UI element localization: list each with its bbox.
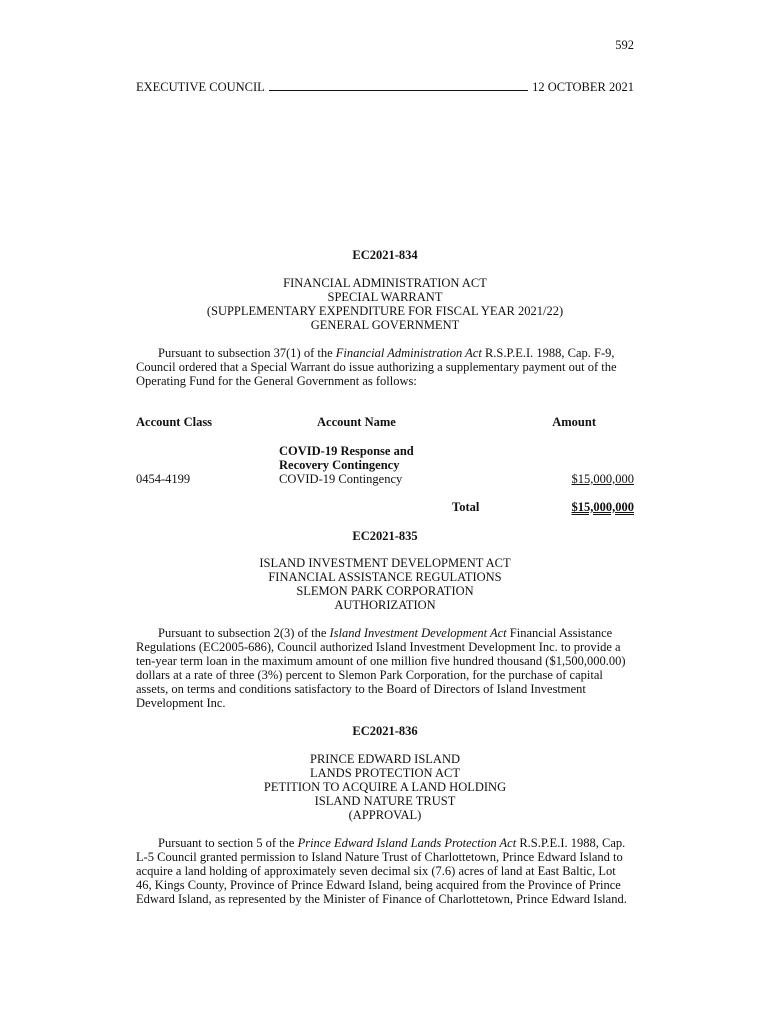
cell-amount: $15,000,000 [571, 472, 634, 486]
ec836-para-text: R.S.P.E.I. 1988, Cap. L-5 Council granted permission to Island Nature Trust of Charlottetown, Prince Edward Island to acquire a land holding of approximately seven decimal six (7.6) acres of land at East Baltic, Lot 46, Kings County, Province of Prince Edward Island, being acquired from the Province of Prince Edward Island, as represented by the Minister of Finance of Charlottetown, Prince Edward Island. [136, 836, 627, 906]
group-label-line: Recovery Contingency [279, 458, 400, 472]
header-amount: Amount [552, 415, 596, 429]
ec834-title-line: GENERAL GOVERNMENT [310, 318, 460, 332]
ec834-title [136, 276, 634, 332]
header-left: EXECUTIVE COUNCIL [136, 80, 265, 94]
ec835-title-line: FINANCIAL ASSISTANCE REGULATIONS [268, 570, 502, 584]
ec836-title-line: (APPROVAL) [348, 808, 422, 822]
ec834-act-name: Financial Administration Act [335, 346, 482, 360]
ec834-title-line: FINANCIAL ADMINISTRATION ACT [283, 276, 487, 290]
ec835-title-line: AUTHORIZATION [334, 598, 436, 612]
ec834-para-text: Pursuant to subsection 37(1) of the [158, 346, 336, 360]
cell-account-class: 0454-4199 [136, 472, 191, 486]
group-label-line: COVID-19 Response and [279, 444, 414, 458]
ec836-title-line: PETITION TO ACQUIRE A LAND HOLDING [263, 780, 507, 794]
total-amount: $15,000,000 [571, 500, 634, 514]
page-number: 592 [615, 38, 634, 52]
ec835-act-name: Island Investment Development Act [329, 626, 507, 640]
ec836-title-line: PRINCE EDWARD ISLAND [310, 752, 460, 766]
ec835-title-line: SLEMON PARK CORPORATION [296, 584, 474, 598]
ec835-id: EC2021-835 [352, 529, 418, 543]
ec835-para-text: Pursuant to subsection 2(3) of the [158, 626, 330, 640]
ec834-title-line: (SUPPLEMENTARY EXPENDITURE FOR FISCAL YEAR 2021/22) [206, 304, 564, 318]
total-label: Total [452, 500, 480, 514]
ec836-title-line: ISLAND NATURE TRUST [314, 794, 456, 808]
ec835-title [136, 556, 634, 612]
ec834-para-text: R.S.P.E.I. 1988, Cap. F-9, Council ordered that a Special Warrant do issue authorizing a supplementary payment out of the Operating Fund for the General Government as follows: [136, 346, 617, 388]
ec836-title-line: LANDS PROTECTION ACT [309, 766, 460, 780]
header-account-name: Account Name [317, 415, 396, 429]
ec834-id: EC2021-834 [352, 248, 418, 262]
ec836-title [136, 752, 634, 822]
ec834-paragraph [136, 346, 634, 388]
ec834-title-line: SPECIAL WARRANT [327, 290, 443, 304]
ec836-paragraph [136, 836, 634, 906]
page-header [136, 80, 634, 94]
ec835-title-line: ISLAND INVESTMENT DEVELOPMENT ACT [259, 556, 511, 570]
cell-account-name: COVID-19 Contingency [279, 472, 403, 486]
ec836-act-name: Prince Edward Island Lands Protection Act [297, 836, 517, 850]
ec835-paragraph [136, 626, 634, 710]
header-account-class: Account Class [136, 415, 213, 429]
ec836-para-text: Pursuant to section 5 of the [158, 836, 298, 850]
header-date: 12 OCTOBER 2021 [532, 80, 634, 94]
ec836-id: EC2021-836 [352, 724, 418, 738]
ec835-para-text: Financial Assistance Regulations (EC2005-686), Council authorized Island Investment Development Inc. to provide a ten-year term loan in the maximum amount of one million five hundred thousand ($1,500,000.00) dollars at a rate of three (3%) percent to Slemon Park Corporation, for the purchase of capital assets, on terms and conditions satisfactory to the Board of Directors of Island Investment Development Inc. [136, 626, 626, 710]
header-rule [269, 90, 528, 91]
